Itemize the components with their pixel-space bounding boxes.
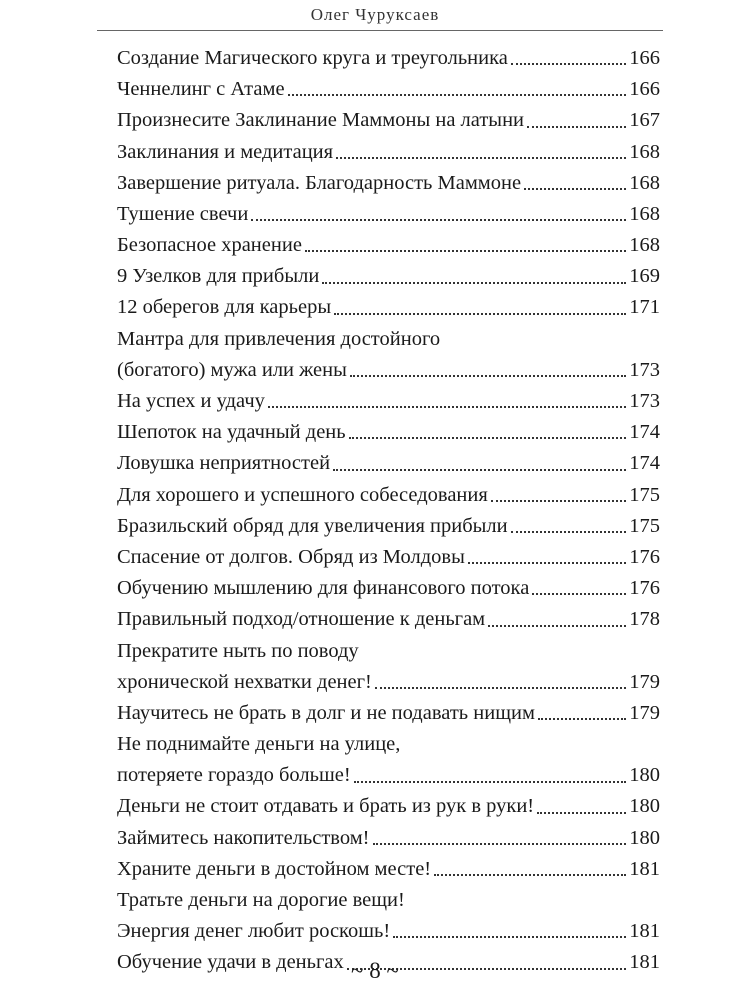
entry-page-number: 180 (629, 826, 660, 849)
dot-leader (350, 375, 626, 377)
toc-entry (117, 74, 660, 105)
toc-entry (117, 199, 660, 230)
toc-entry (117, 636, 660, 698)
page-number: ~ 8 ~ (351, 958, 399, 983)
entry-title: Шепоток на удачный день (117, 421, 346, 444)
dot-leader (527, 126, 626, 128)
toc-line (117, 448, 660, 479)
entry-title: 12 оберегов для карьеры (117, 296, 332, 319)
entry-page-number: 176 (629, 577, 660, 600)
entry-title: Мантра для привлечения достойного (117, 327, 441, 350)
toc-line (117, 729, 660, 760)
toc-line (117, 854, 660, 885)
dot-leader (305, 250, 626, 252)
toc-line (117, 417, 660, 448)
entry-page-number: 173 (629, 358, 660, 381)
entry-page-number: 171 (629, 296, 660, 319)
toc-line (117, 199, 660, 230)
entry-title: Спасение от долгов. Обряд из Молдовы (117, 545, 465, 568)
entry-page-number: 174 (629, 452, 660, 475)
toc-line (117, 137, 660, 168)
entry-title: (богатого) мужа или жены (117, 358, 347, 381)
entry-title: Правильный подход/отношение к деньгам (117, 608, 486, 631)
toc-line (117, 324, 660, 355)
toc-line (117, 168, 660, 199)
dot-leader (393, 936, 626, 938)
dot-leader (354, 781, 627, 783)
dot-leader (336, 157, 626, 159)
entry-page-number: 168 (629, 171, 660, 194)
entry-page-number: 166 (629, 78, 660, 101)
entry-page-number: 168 (629, 202, 660, 225)
entry-page-number: 181 (629, 951, 660, 974)
entry-page-number: 168 (629, 234, 660, 257)
dot-leader (532, 593, 626, 595)
toc-entry (117, 448, 660, 479)
dot-leader (334, 313, 626, 315)
toc-entry (117, 542, 660, 573)
running-header (0, 0, 750, 36)
entry-title: Произнесите Заклинание Маммоны на латыни (117, 109, 525, 132)
entry-title: Ченнелинг с Атаме (117, 78, 285, 101)
entry-title: Не поднимайте деньги на улице, (117, 733, 401, 756)
entry-title: потеряете гораздо больше! (117, 764, 351, 787)
toc-line (117, 230, 660, 261)
toc-line (117, 74, 660, 105)
dot-leader (288, 94, 627, 96)
entry-title: На успех и удачу (117, 390, 265, 413)
toc-entry (117, 386, 660, 417)
toc-entry (117, 105, 660, 136)
entry-page-number: 181 (629, 920, 660, 943)
entry-title: Энергия денег любит роскошь! (117, 920, 391, 943)
dot-leader (434, 874, 626, 876)
toc-line (117, 480, 660, 511)
toc-entry (117, 698, 660, 729)
toc-line (117, 542, 660, 573)
toc-entry (117, 729, 660, 791)
toc-line (117, 105, 660, 136)
toc-entry (117, 168, 660, 199)
entry-page-number: 181 (629, 857, 660, 880)
entry-title: Храните деньги в достойном месте! (117, 857, 432, 880)
dot-leader (538, 718, 626, 720)
entry-title: Тушение свечи (117, 202, 249, 225)
toc-entry (117, 792, 660, 823)
dot-leader (537, 812, 626, 814)
entry-title: Научитесь не брать в долг и не подавать нищим (117, 701, 535, 724)
toc-line (117, 885, 660, 916)
entry-title: Для хорошего и успешного собеседования (117, 483, 488, 506)
author-name: Олег Чуруксаев (310, 5, 440, 24)
entry-title: Завершение ритуала. Благодарность Маммоне (117, 171, 522, 194)
toc-line (117, 823, 660, 854)
entry-title: Создание Магического круга и треугольника (117, 46, 508, 69)
entry-page-number: 174 (629, 421, 660, 444)
dot-leader (333, 469, 626, 471)
entry-page-number: 173 (629, 390, 660, 413)
toc-entry (117, 43, 660, 74)
entry-page-number: 169 (629, 265, 660, 288)
toc-line (117, 261, 660, 292)
toc-entry (117, 417, 660, 448)
toc-entry (117, 293, 660, 324)
toc-line (117, 511, 660, 542)
entry-page-number: 180 (629, 764, 660, 787)
entry-page-number: 179 (629, 670, 660, 693)
entry-page-number: 166 (629, 46, 660, 69)
entry-page-number: 167 (629, 109, 660, 132)
entry-title: Обучению мышлению для финансового потока (117, 577, 530, 600)
toc-entry (117, 324, 660, 386)
entry-title: Безопасное хранение (117, 234, 302, 257)
toc-entry (117, 885, 660, 947)
dot-leader (375, 687, 626, 689)
toc-line (117, 386, 660, 417)
toc-entry (117, 261, 660, 292)
entry-title: Обучение удачи в деньгах (117, 951, 344, 974)
dot-leader (268, 406, 626, 408)
dot-leader (468, 562, 626, 564)
toc-line (117, 916, 660, 947)
entry-page-number: 175 (629, 514, 660, 537)
toc-line (117, 573, 660, 604)
entry-page-number: 175 (629, 483, 660, 506)
entry-title: Заклинания и медитация (117, 140, 334, 163)
toc-entry (117, 854, 660, 885)
entry-page-number: 178 (629, 608, 660, 631)
entry-title: Бразильский обряд для увеличения прибыли (117, 514, 508, 537)
toc-entry (117, 137, 660, 168)
entry-title: Деньги не стоит отдавать и брать из рук в руки! (117, 795, 535, 818)
table-of-contents (117, 43, 660, 979)
toc-entry (117, 230, 660, 261)
toc-line (117, 293, 660, 324)
toc-line (117, 604, 660, 635)
toc-entry (117, 604, 660, 635)
entry-page-number: 176 (629, 545, 660, 568)
dot-leader (488, 625, 626, 627)
dot-leader (251, 219, 626, 221)
toc-entry (117, 480, 660, 511)
toc-line (117, 43, 660, 74)
toc-line (117, 355, 660, 386)
entry-page-number: 168 (629, 140, 660, 163)
toc-line (117, 698, 660, 729)
dot-leader (373, 843, 627, 845)
dot-leader (524, 188, 626, 190)
entry-title: Тратьте деньги на дорогие вещи! (117, 889, 405, 912)
entry-page-number: 180 (629, 795, 660, 818)
toc-entry (117, 573, 660, 604)
dot-leader (349, 437, 627, 439)
entry-title: хронической нехватки денег! (117, 670, 372, 693)
toc-line (117, 667, 660, 698)
toc-line (117, 636, 660, 667)
entry-title: Займитесь накопительством! (117, 826, 370, 849)
dot-leader (491, 500, 626, 502)
entry-title: Прекратите ныть по поводу (117, 639, 359, 662)
dot-leader (511, 531, 627, 533)
entry-title: 9 Узелков для прибыли (117, 265, 320, 288)
entry-page-number: 179 (629, 701, 660, 724)
toc-line (117, 760, 660, 791)
header-rule (97, 30, 663, 31)
toc-line (117, 792, 660, 823)
toc-entry (117, 823, 660, 854)
toc-entry (117, 511, 660, 542)
entry-title: Ловушка неприятностей (117, 452, 331, 475)
dot-leader (322, 282, 626, 284)
dot-leader (511, 63, 626, 65)
